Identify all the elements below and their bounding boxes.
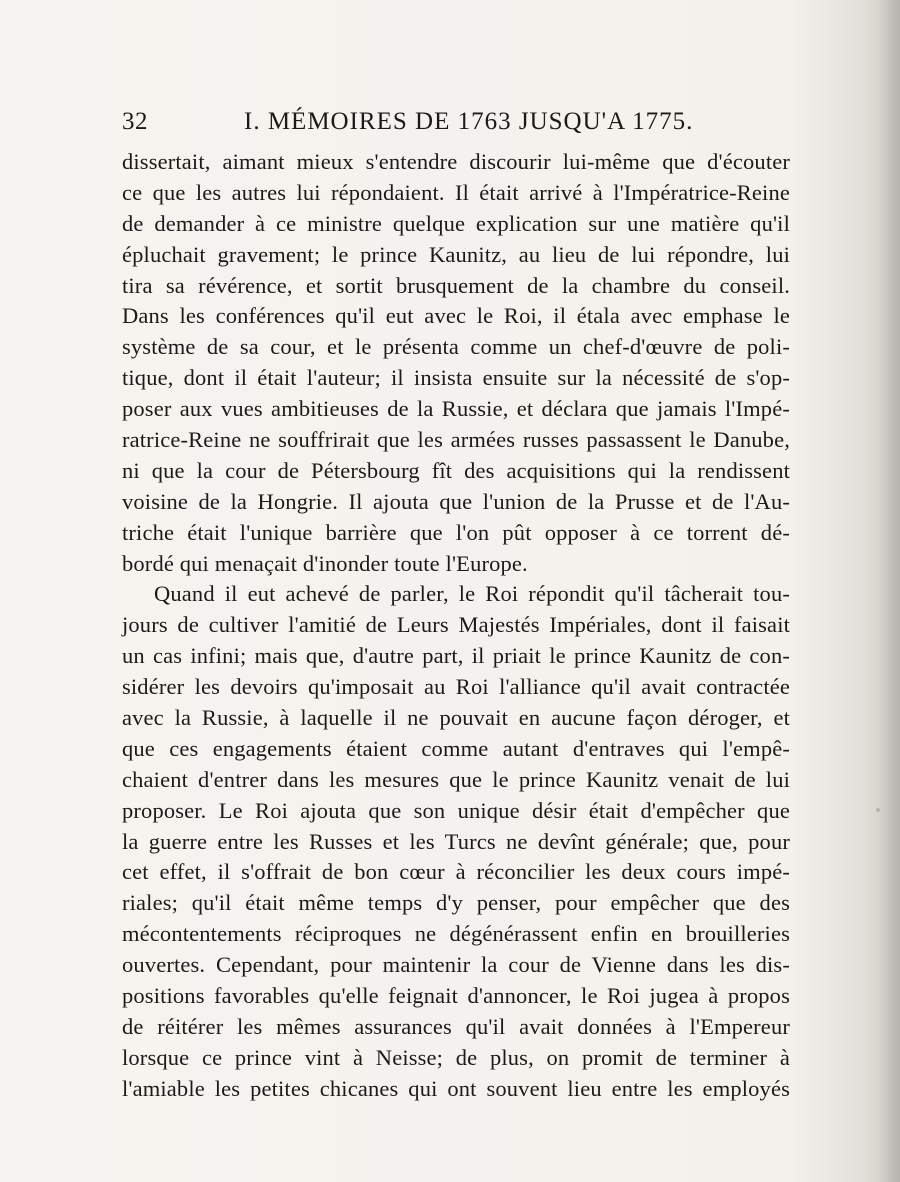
text-line: ratrice-Reine ne souffrirait que les armées russes passassent le Danube, bbox=[122, 427, 790, 453]
text-line: sidérer les devoirs qu'imposait au Roi l'alliance qu'il avait contractée bbox=[122, 674, 790, 700]
text-line: tique, dont il était l'auteur; il insista ensuite sur la nécessité de s'op- bbox=[122, 365, 790, 391]
text-line: la guerre entre les Russes et les Turcs ne devînt générale; que, pour bbox=[122, 828, 790, 854]
running-title: I. MÉMOIRES DE 1763 JUSQU'A 1775. bbox=[244, 108, 694, 135]
paragraph-2 bbox=[122, 579, 790, 1104]
page-header bbox=[122, 108, 787, 148]
paragraph-1 bbox=[122, 147, 790, 579]
text-line: bordé qui menaçait d'inonder toute l'Europe. bbox=[122, 550, 528, 576]
text-line: épluchait gravement; le prince Kaunitz, au lieu de lui répondre, lui bbox=[122, 241, 790, 267]
paper-speck bbox=[876, 808, 880, 812]
text-line: proposer. Le Roi ajouta que son unique désir était d'empêcher que bbox=[122, 797, 790, 823]
text-line: ce que les autres lui répondaient. Il était arrivé à l'Impératrice-Reine bbox=[122, 179, 790, 205]
page-number: 32 bbox=[122, 108, 148, 135]
text-line: triche était l'unique barrière que l'on pût opposer à ce torrent dé- bbox=[122, 519, 790, 545]
text-line: de réitérer les mêmes assurances qu'il avait données à l'Empereur bbox=[122, 1013, 790, 1039]
body-text bbox=[122, 147, 790, 1105]
text-line: ni que la cour de Pétersbourg fît des acquisitions qui la rendissent bbox=[122, 457, 790, 483]
text-line: cet effet, il s'offrait de bon cœur à réconcilier les deux cours impé- bbox=[122, 859, 790, 885]
text-line: l'amiable les petites chicanes qui ont souvent lieu entre les employés bbox=[122, 1075, 790, 1101]
text-line: mécontentements réciproques ne dégénérassent enfin en brouilleries bbox=[122, 921, 790, 947]
text-line: poser aux vues ambitieuses de la Russie, et déclara que jamais l'Impé- bbox=[122, 396, 790, 422]
text-line: voisine de la Hongrie. Il ajouta que l'union de la Prusse et de l'Au- bbox=[122, 488, 790, 514]
page-edge-shadow bbox=[878, 0, 900, 1182]
text-line: un cas infini; mais que, d'autre part, il priait le prince Kaunitz de con- bbox=[122, 643, 790, 669]
text-line: chaient d'entrer dans les mesures que le prince Kaunitz venait de lui bbox=[122, 766, 790, 792]
text-line: ouvertes. Cependant, pour maintenir la cour de Vienne dans les dis- bbox=[122, 952, 790, 978]
text-line: Quand il eut achevé de parler, le Roi répondit qu'il tâcherait tou- bbox=[154, 581, 790, 607]
text-line: Dans les conférences qu'il eut avec le Roi, il étala avec emphase le bbox=[122, 303, 790, 329]
text-line: système de sa cour, et le présenta comme un chef-d'œuvre de poli- bbox=[122, 334, 790, 360]
text-line: de demander à ce ministre quelque explication sur une matière qu'il bbox=[122, 210, 790, 236]
text-line: que ces engagements étaient comme autant d'entraves qui l'empê- bbox=[122, 735, 790, 761]
text-line: lorsque ce prince vint à Neisse; de plus, on promit de terminer à bbox=[122, 1044, 790, 1070]
text-line: positions favorables qu'elle feignait d'annoncer, le Roi jugea à propos bbox=[122, 983, 790, 1009]
text-line: riales; qu'il était même temps d'y penser, pour empêcher que des bbox=[122, 890, 790, 916]
text-line: dissertait, aimant mieux s'entendre discourir lui-même que d'écouter bbox=[122, 149, 790, 174]
text-line: tira sa révérence, et sortit brusquement de la chambre du conseil. bbox=[122, 272, 790, 298]
text-line: jours de cultiver l'amitié de Leurs Majestés Impériales, dont il faisait bbox=[122, 612, 790, 638]
text-line: avec la Russie, à laquelle il ne pouvait en aucune façon déroger, et bbox=[122, 705, 790, 731]
